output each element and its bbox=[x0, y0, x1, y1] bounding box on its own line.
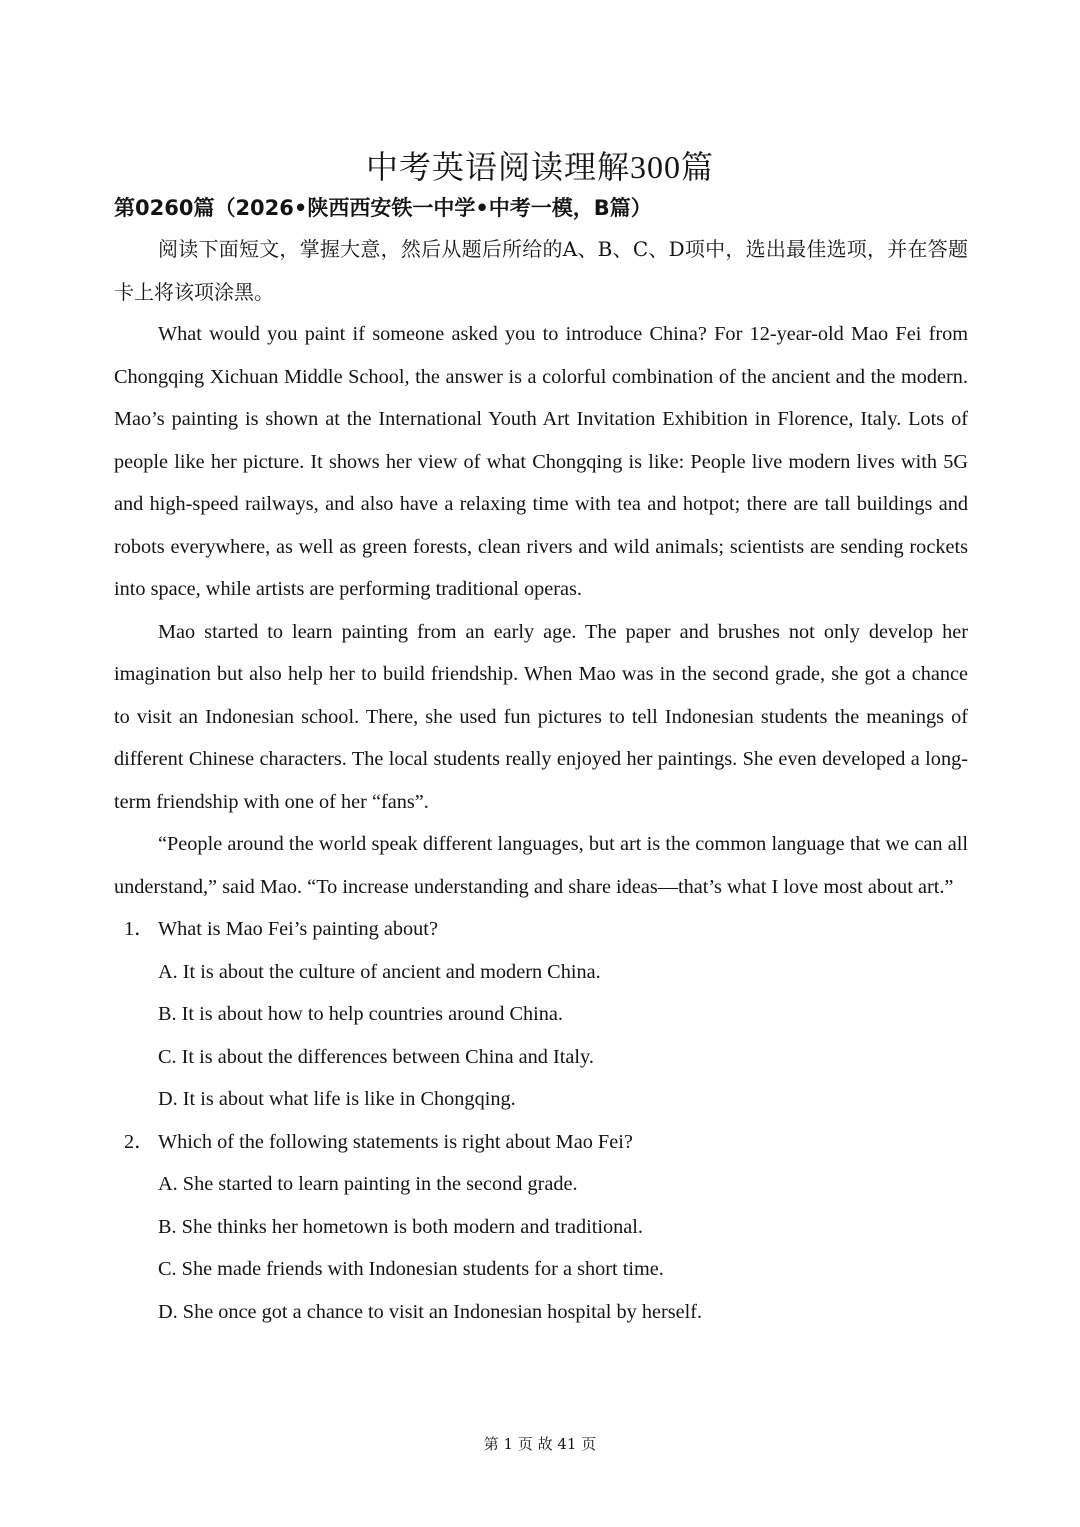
option-c: C. She made friends with Indonesian students for a short time. bbox=[158, 1258, 664, 1280]
article-body bbox=[114, 228, 968, 1333]
option-d: D. She once got a chance to visit an Indonesian hospital by herself. bbox=[158, 1300, 703, 1323]
question-item bbox=[114, 1121, 968, 1334]
instructions-paragraph: 阅读下面短文，掌握大意，然后从题后所给的A、B、C、D项中，选出最佳选项，并在答题卡上将该项涂黑。 bbox=[114, 237, 968, 304]
passage-paragraph: What would you paint if someone asked you to introduce China? For 12-year-old Mao Fei from Chongqing Xichuan Middle School, the answer is a colorful combination of the ancient and the modern. Mao’s painting is shown at the International Youth Art Invitation Exhibition in Florence, Italy. Lots of people like her picture. It shows her view of what Chongqing is like: People live modern lives with 5G and high-speed railways, and also have a relaxing time with tea and hotpot; there are tall buildings and robots everywhere, as well as green forests, clean rivers and wild animals; scientists are sending rockets into space, while artists are performing traditional operas. bbox=[114, 323, 968, 600]
question-number: 2． bbox=[124, 1130, 155, 1153]
option-list bbox=[114, 951, 968, 1121]
page-title: 中考英语阅读理解300篇 bbox=[365, 149, 714, 186]
question-list bbox=[114, 908, 968, 1333]
article-heading: 第0260篇（2026•陕西西安铁一中学•中考一模，B篇） bbox=[114, 196, 652, 220]
option-d: D. It is about what life is like in Chongqing. bbox=[158, 1088, 516, 1110]
option-b: B. She thinks her hometown is both modern and traditional. bbox=[158, 1215, 643, 1238]
passage-paragraph: Mao started to learn painting from an early age. The paper and brushes not only develop her imagination but also help her to build friendship. When Mao was in the second grade, she got a chance to visit an Indonesian school. There, she used fun pictures to tell Indonesian students the meanings of different Chinese characters. The local students really enjoyed her paintings. She even developed a long-term friendship with one of her “fans”. bbox=[114, 620, 968, 813]
option-b: B. It is about how to help countries around China. bbox=[158, 1003, 564, 1025]
question-text: What is Mao Fei’s painting about? bbox=[158, 918, 438, 940]
option-c: C. It is about the differences between China and Italy. bbox=[158, 1045, 594, 1068]
question-stem bbox=[114, 1121, 968, 1164]
question-text: Which of the following statements is right about Mao Fei? bbox=[158, 1130, 633, 1153]
question-number: 1． bbox=[124, 918, 155, 940]
question-item bbox=[114, 908, 968, 1121]
option-list bbox=[114, 1163, 968, 1333]
passage-paragraph: “People around the world speak different languages, but art is the common language that we can all understand,” said Mao. “To increase understanding and share ideas—that’s what I love most about art.” bbox=[114, 833, 968, 898]
question-stem bbox=[114, 908, 968, 951]
option-a: A. It is about the culture of ancient and modern China. bbox=[158, 960, 601, 983]
option-a: A. She started to learn painting in the second grade. bbox=[158, 1173, 578, 1195]
page-footer: 第 1 页 故 41 页 bbox=[483, 1435, 597, 1453]
